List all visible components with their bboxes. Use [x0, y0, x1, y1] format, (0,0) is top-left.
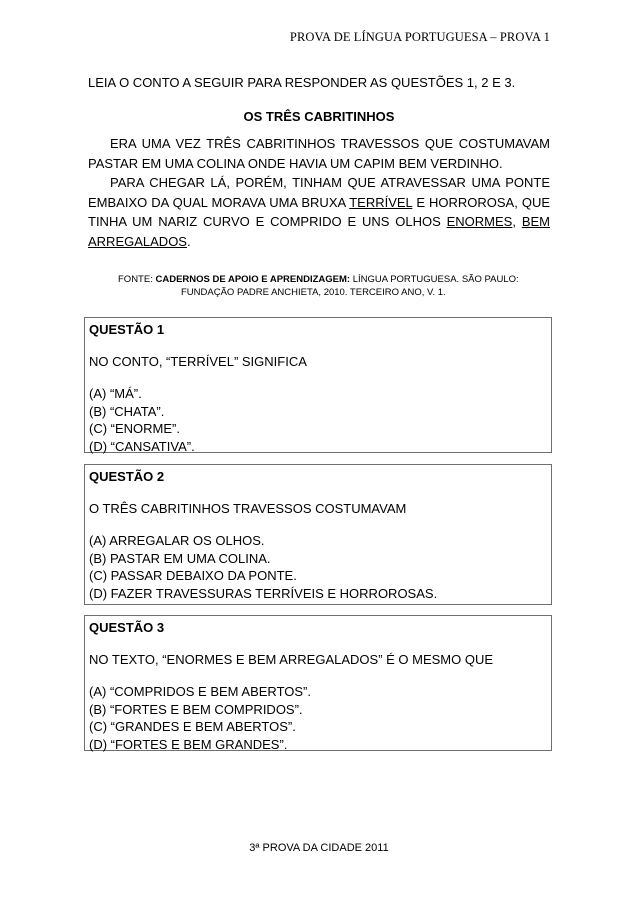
story-text-segment: E HORROROSA, QUE TINHA UM NARIZ CURVO E COMPRIDO E UNS OLHOS [88, 194, 550, 229]
option-b: (B) “CHATA”. [89, 403, 165, 419]
question-box-1 [84, 317, 552, 453]
options-list [89, 532, 551, 602]
source-rest: LÍNGUA PORTUGUESA. SÃO PAULO: [350, 274, 519, 285]
source-line-2: FUNDAÇÃO PADRE ANCHIETA, 2010. TERCEIRO ANO, V. 1. [181, 287, 446, 298]
story-paragraph-1 [88, 134, 550, 173]
question-stem: O TRÊS CABRITINHOS TRAVESSOS COSTUMAVAM [89, 501, 407, 516]
option-a: (A) “MÁ”. [89, 386, 142, 401]
story-text-segment: PARA CHEGAR LÁ, PORÉM, TINHAM QUE ATRAVESSAR UMA PONTE EMBAIXO DA QUAL MORAVA UMA BRUXA [88, 175, 550, 210]
option-d: (D) FAZER TRAVESSURAS TERRÍVEIS E HORROROSAS. [89, 585, 438, 601]
page-header: PROVA DE LÍNGUA PORTUGUESA – PROVA 1 [289, 30, 550, 44]
option-a: (A) “COMPRIDOS E BEM ABERTOS”. [89, 684, 311, 699]
story-title: OS TRÊS CABRITINHOS [243, 109, 395, 124]
instruction-text: LEIA O CONTO A SEGUIR PARA RESPONDER AS QUESTÕES 1, 2 E 3. [88, 75, 516, 90]
story-text [88, 134, 550, 251]
option-c: (C) “ENORME”. [89, 421, 180, 436]
question-title: QUESTÃO 1 [89, 322, 165, 337]
source-title: CADERNOS DE APOIO E APRENDIZAGEM: [155, 274, 351, 285]
option-d: (D) “CANSATIVA”. [89, 438, 195, 454]
question-box-3 [84, 615, 552, 751]
underlined-phrase-bem-arregalados: BEM ARREGALADOS [88, 214, 550, 249]
story-text-segment: , [512, 214, 522, 229]
option-d: (D) “FORTES E BEM GRANDES”. [89, 736, 288, 752]
options-list [89, 683, 551, 753]
source-label: FONTE: [118, 274, 156, 285]
question-stem: NO CONTO, “TERRÍVEL” SIGNIFICA [89, 354, 307, 369]
option-c: (C) “GRANDES E BEM ABERTOS”. [89, 719, 296, 734]
story-paragraph-2 [88, 173, 550, 251]
underlined-word-terrivel: TERRÍVEL [349, 194, 413, 210]
page-footer: 3ª PROVA DA CIDADE 2011 [249, 842, 389, 854]
story-text-segment: . [186, 233, 191, 249]
option-b: (B) PASTAR EM UMA COLINA. [89, 550, 271, 566]
story-paragraph-1-text: ERA UMA VEZ TRÊS CABRITINHOS TRAVESSOS QUE COSTUMAVAM PASTAR EM UMA COLINA ONDE HAVIA UM CAPIM BEM VERDINHO. [88, 136, 550, 171]
underlined-word-enormes: ENORMES [446, 214, 513, 229]
question-stem: NO TEXTO, “ENORMES E BEM ARREGALADOS” É O MESMO QUE [89, 652, 494, 667]
question-box-2 [84, 464, 552, 605]
source-citation [118, 273, 548, 299]
question-title: QUESTÃO 3 [89, 620, 165, 635]
option-a: (A) ARREGALAR OS OLHOS. [89, 533, 265, 548]
options-list [89, 385, 551, 455]
option-c: (C) PASSAR DEBAIXO DA PONTE. [89, 568, 297, 583]
question-title: QUESTÃO 2 [89, 469, 165, 484]
option-b: (B) “FORTES E BEM COMPRIDOS”. [89, 701, 303, 717]
